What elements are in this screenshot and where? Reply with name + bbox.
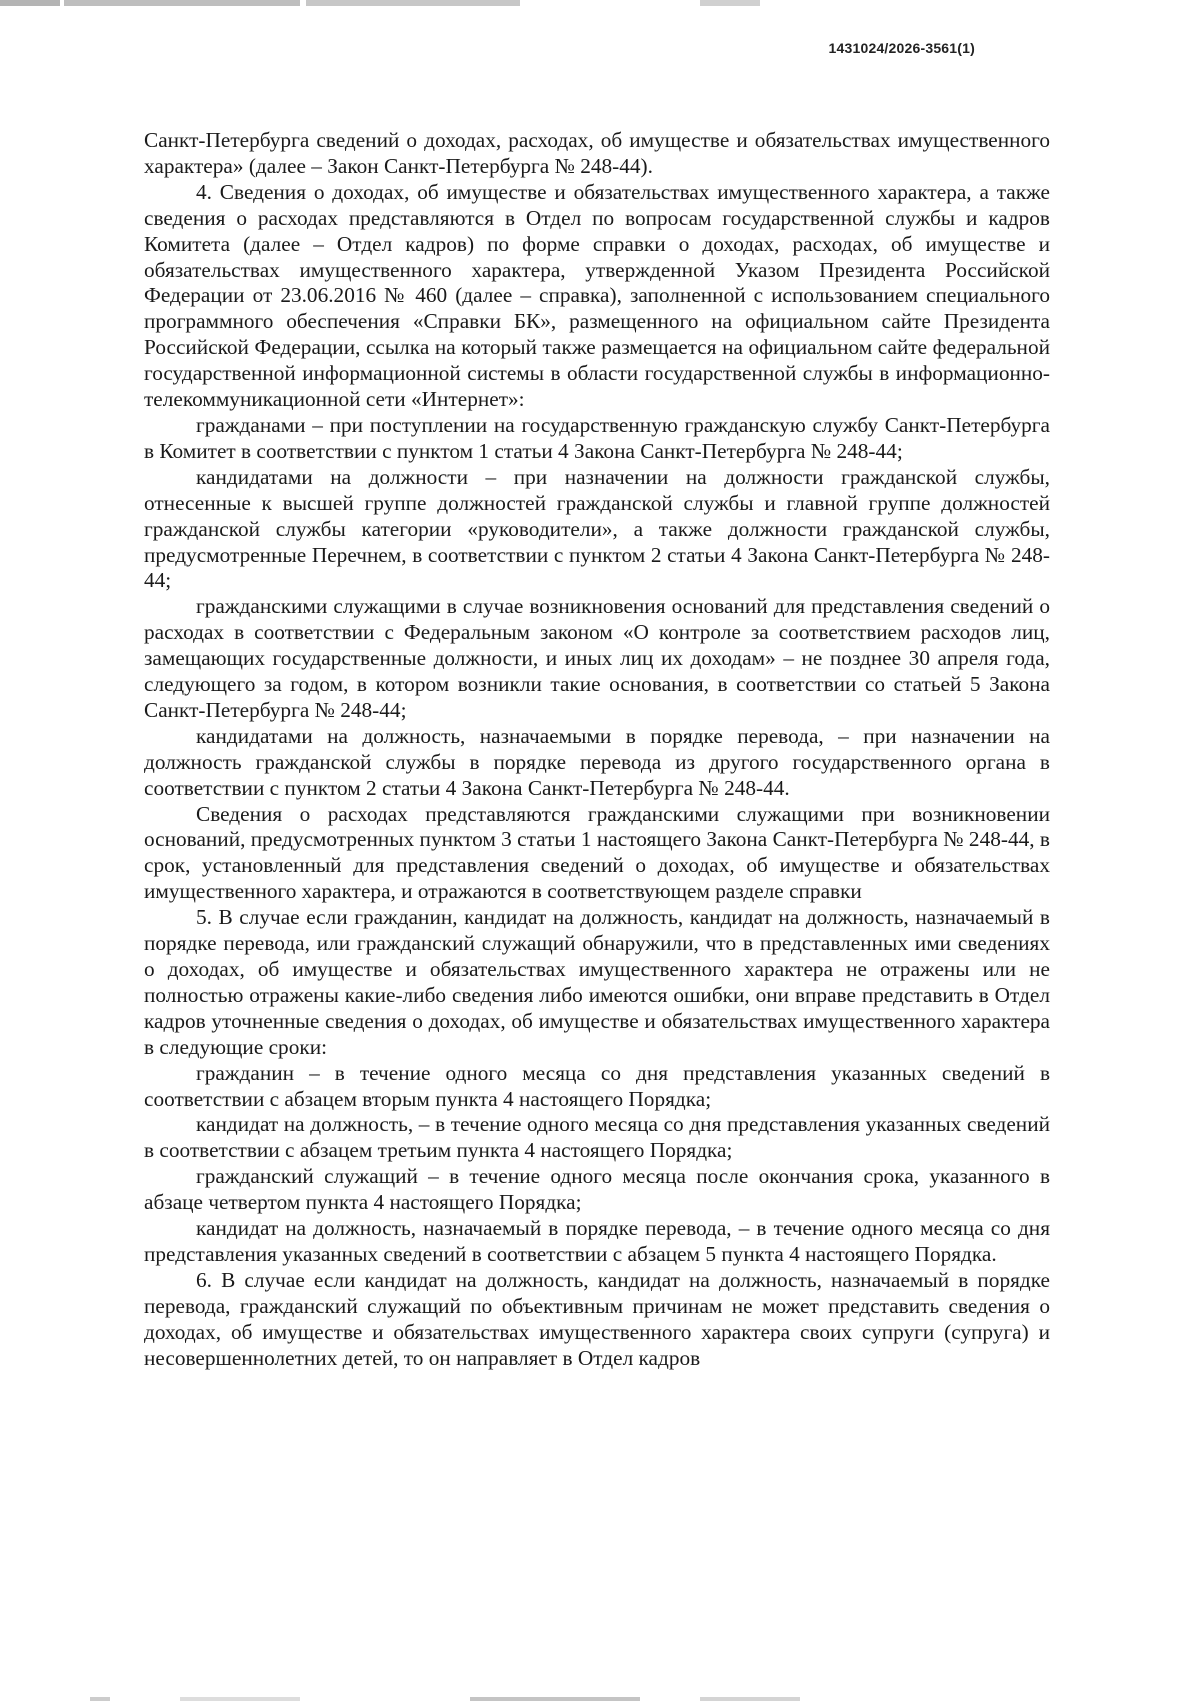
paragraph-continuation: Санкт-Петербурга сведений о доходах, расходах, об имуществе и обязательствах имущественного характера» (далее – Закон Санкт-Петербурга № 248-44). <box>144 128 1050 178</box>
paragraph-transfer-term: кандидат на должность, назначаемый в порядке перевода, – в течение одного месяца со дня представления указанных сведений в соответствии с абзацем 5 пункта 4 настоящего Порядка. <box>144 1216 1050 1266</box>
paragraph-candidates: кандидатами на должности – при назначении на должности гражданской службы, отнесенные к высшей группе должностей гражданской службы и главной группе должностей гражданской службы категории «руководители», а также должности гражданской службы, предусмотренные Перечнем, в соответствии с пунктом 2 статьи 4 Закона Санкт-Петербурга № 248-44; <box>144 464 1050 593</box>
paragraph-candidate-term: кандидат на должность, – в течение одного месяца со дня представления указанных сведений в соответствии с абзацем третьим пункта 4 настоящего Порядка; <box>144 1112 1050 1163</box>
paragraph-item-4: 4. Сведения о доходах, об имуществе и обязательствах имущественного характера, а также сведения о расходах представляются в Отдел по вопросам государственной службы и кадров Комитета (далее – Отдел кадров) по форме справки о доходах, расходах, об имуществе и обязательствах имущественного характера, утвержденной Указом Президента Российской Федерации от 23.06.2016 № 460 (далее – справка), заполненной с использованием специального программного обеспечения «Справки БК», размещенного на официальном сайте Президента Российской Федерации, ссылка на который также размещается на официальном сайте федеральной государственной информационной системы в области государственной службы в информационно-телекоммуникационной сети «Интернет»: <box>144 179 1050 412</box>
paragraph-servant-term: гражданский служащий – в течение одного месяца после окончания срока, указанного в абзаце четвертом пункта 4 настоящего Порядка; <box>144 1164 1050 1215</box>
paragraph-item-6: 6. В случае если кандидат на должность, кандидат на должность, назначаемый в порядке перевода, гражданский служащий по объективным причинам не может представить сведения о доходах, об имуществе и обязательствах имущественного характера своих супруги (супруга) и несовершеннолетних детей, то он направляет в Отдел кадров <box>144 1267 1050 1370</box>
paragraph-item-5: 5. В случае если гражданин, кандидат на должность, кандидат на должность, назначаемый в порядке перевода, или гражданский служащий обнаружили, что в представленных ими сведениях о доходах, об имуществе и обязательствах имущественного характера не отражены или не полностью отражены какие-либо сведения либо имеются ошибки, они вправе представить в Отдел кадров уточненные сведения о доходах, об имуществе и обязательствах имущественного характера в следующие сроки: <box>144 905 1050 1059</box>
paragraph-expenses: Сведения о расходах представляются гражданскими служащими при возникновении оснований, предусмотренных пунктом 3 статьи 1 настоящего Закона Санкт-Петербурга № 248-44, в срок, установленный для представления сведений о доходах, об имуществе и обязательствах имущественного характера, и отражаются в соответствующем разделе справки <box>144 801 1050 904</box>
paragraph-citizens: гражданами – при поступлении на государственную гражданскую службу Санкт-Петербурга в Комитет в соответствии с пунктом 1 статьи 4 Закона Санкт-Петербурга № 248-44; <box>144 412 1050 463</box>
document-body <box>144 128 1050 1372</box>
scan-edge-top <box>0 0 1200 6</box>
paragraph-transfer-candidates: кандидатами на должность, назначаемыми в порядке перевода, – при назначении на должность гражданской службы в порядке перевода из другого государственного органа в соответствии с пунктом 2 статьи 4 Закона Санкт-Петербурга № 248-44. <box>144 723 1050 800</box>
scan-edge-bottom <box>0 1697 1200 1701</box>
paragraph-citizen-term: гражданин – в течение одного месяца со дня представления указанных сведений в соответствии с абзацем вторым пункта 4 настоящего Порядка; <box>144 1060 1050 1111</box>
paragraph-civil-servants: гражданскими служащими в случае возникновения оснований для представления сведений о расходах в соответствии с Федеральным законом «О контроле за соответствием расходов лиц, замещающих государственные должности, и иных лиц их доходам» – не позднее 30 апреля года, следующего за годом, в котором возникли такие основания, в соответствии со статьей 5 Закона Санкт-Петербурга № 248-44; <box>144 594 1050 722</box>
document-code: 1431024/2026-3561(1) <box>828 40 975 56</box>
